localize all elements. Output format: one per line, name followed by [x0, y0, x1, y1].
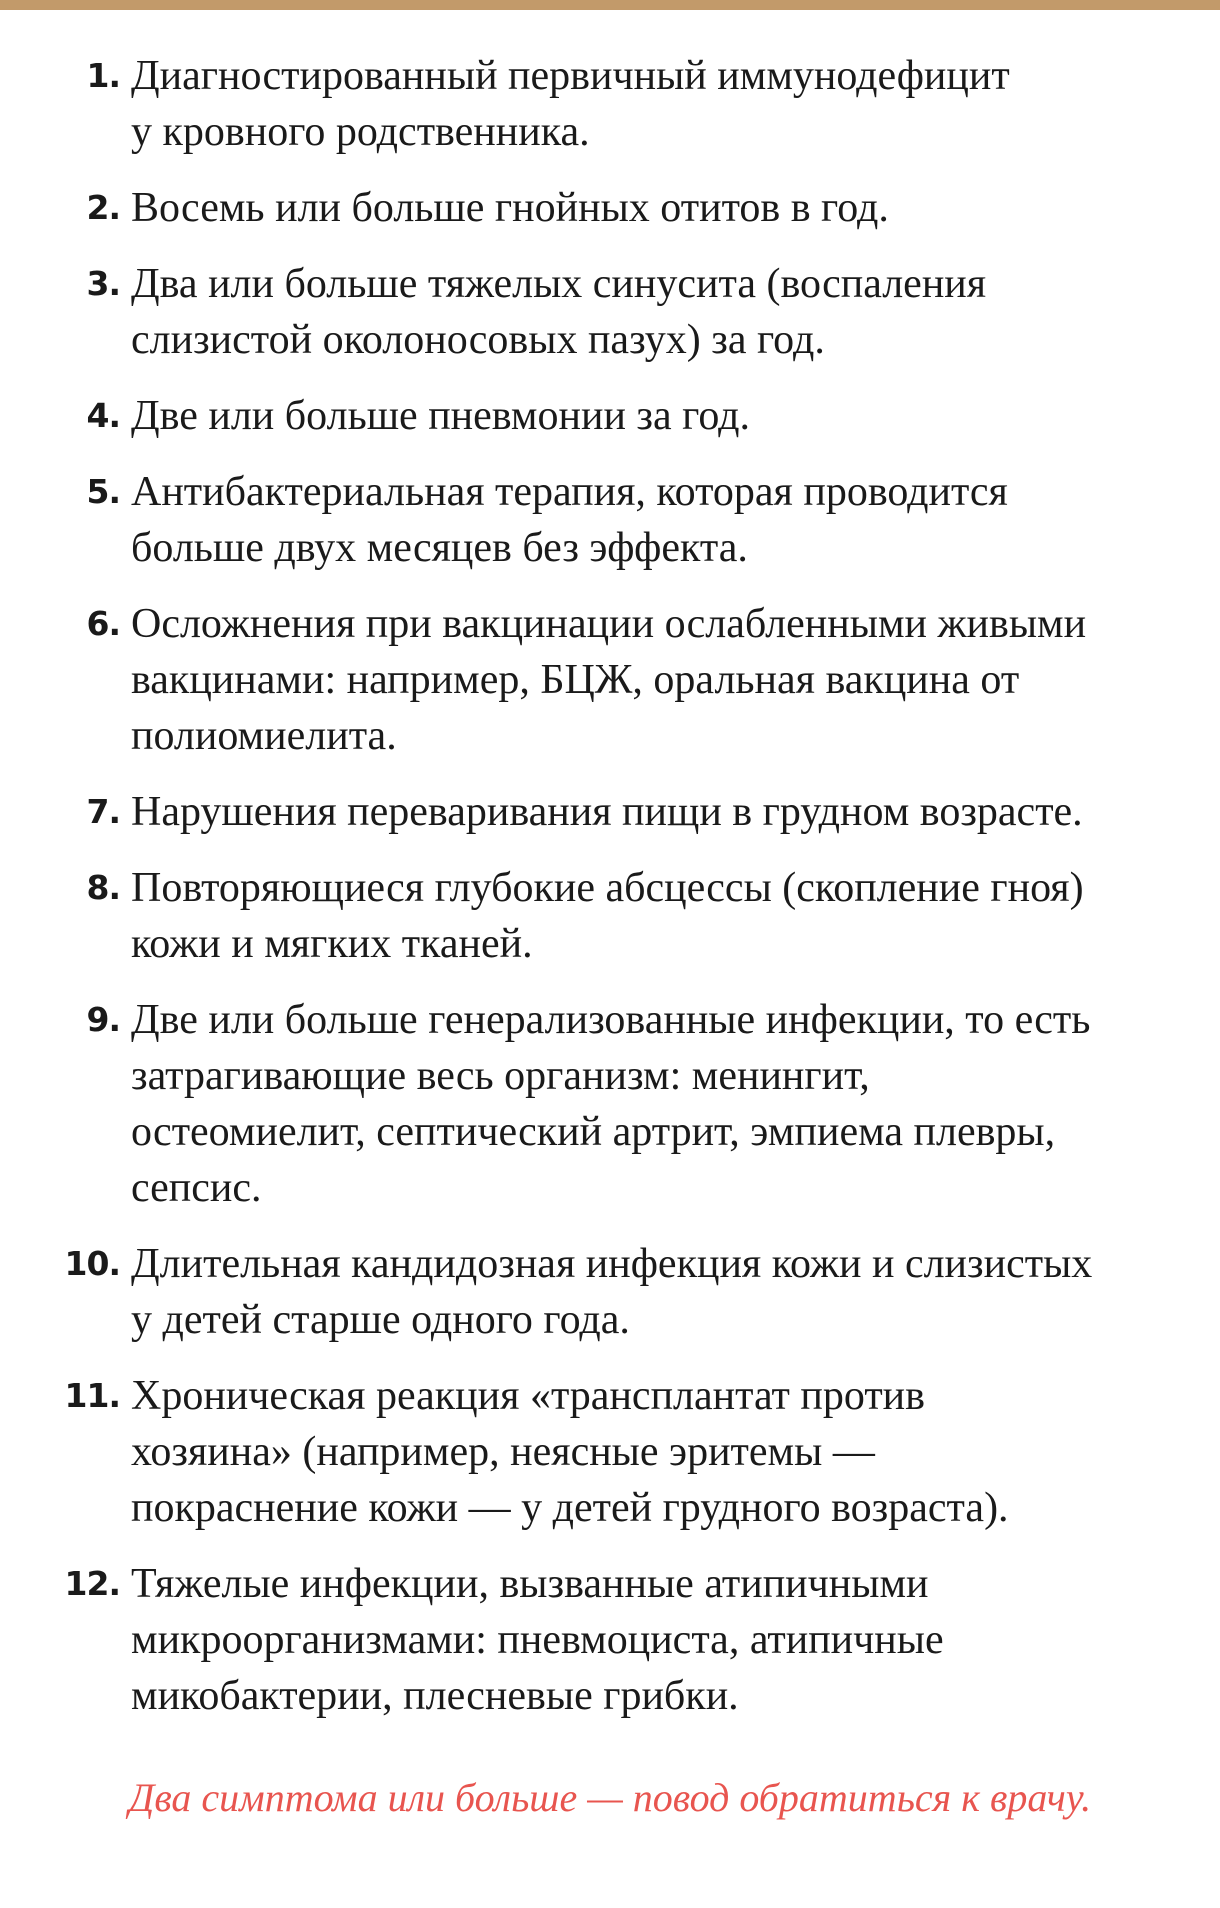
- list-item-text: Диагностированный первичный иммунодефицит у кровного родственника.: [131, 53, 1010, 155]
- list-item-text: Тяжелые инфекции, вызванные атипичными микроорганизмами: пневмоциста, атипичные микобактерии, плесневые грибки.: [131, 1561, 944, 1719]
- list-item-number: 12.: [64, 1564, 120, 1603]
- list-item-text: Два или больше тяжелых синусита (воспаления слизистой околоносовых пазух) за год.: [131, 261, 987, 363]
- list-item: [0, 48, 1220, 160]
- list-item-number: 6.: [86, 604, 120, 643]
- symptom-list: [0, 48, 1220, 1744]
- list-item-number: 9.: [86, 1000, 120, 1039]
- list-item: [0, 784, 1220, 840]
- list-item-number: 11.: [64, 1376, 120, 1415]
- list-item: [0, 464, 1220, 576]
- list-item-text: Хроническая реакция «трансплантат против хозяина» (например, неясные эритемы — покраснение кожи — у детей грудного возраста).: [131, 1373, 1009, 1531]
- list-item: [0, 256, 1220, 368]
- footer-note: Два симптома или больше — повод обратиться к врачу.: [128, 1775, 1092, 1820]
- list-item: [0, 1368, 1220, 1536]
- list-item: [0, 1236, 1220, 1348]
- list-item-number: 10.: [64, 1244, 120, 1283]
- list-item: [0, 860, 1220, 972]
- list-item-text: Антибактериальная терапия, которая проводится больше двух месяцев без эффекта.: [131, 469, 1008, 571]
- list-item-text: Восемь или больше гнойных отитов в год.: [131, 185, 889, 231]
- list-item: [0, 992, 1220, 1216]
- list-item-text: Повторяющиеся глубокие абсцессы (скопление гноя) кожи и мягких тканей.: [131, 865, 1084, 967]
- list-item: [0, 180, 1220, 236]
- list-item-text: Две или больше генерализованные инфекции, то есть затрагивающие весь организм: менингит, остеомиелит, септический артрит, эмпиема плевры, сепсис.: [131, 997, 1091, 1211]
- list-item-number: 3.: [86, 264, 120, 303]
- top-accent-bar: [0, 0, 1220, 10]
- list-item: [0, 596, 1220, 764]
- list-item-number: 7.: [86, 792, 120, 831]
- list-item-number: 1.: [86, 56, 120, 95]
- list-item: [0, 388, 1220, 444]
- list-item-text: Нарушения переваривания пищи в грудном возрасте.: [131, 789, 1083, 835]
- list-item-number: 2.: [86, 188, 120, 227]
- list-item: [0, 1556, 1220, 1724]
- list-item-text: Две или больше пневмонии за год.: [131, 393, 750, 439]
- list-item-number: 5.: [86, 472, 120, 511]
- list-item-text: Длительная кандидозная инфекция кожи и слизистых у детей старше одного года.: [131, 1241, 1093, 1343]
- list-item-number: 4.: [86, 396, 120, 435]
- list-item-text: Осложнения при вакцинации ослабленными живыми вакцинами: например, БЦЖ, оральная вакцина от полиомиелита.: [131, 601, 1087, 759]
- list-item-number: 8.: [86, 868, 120, 907]
